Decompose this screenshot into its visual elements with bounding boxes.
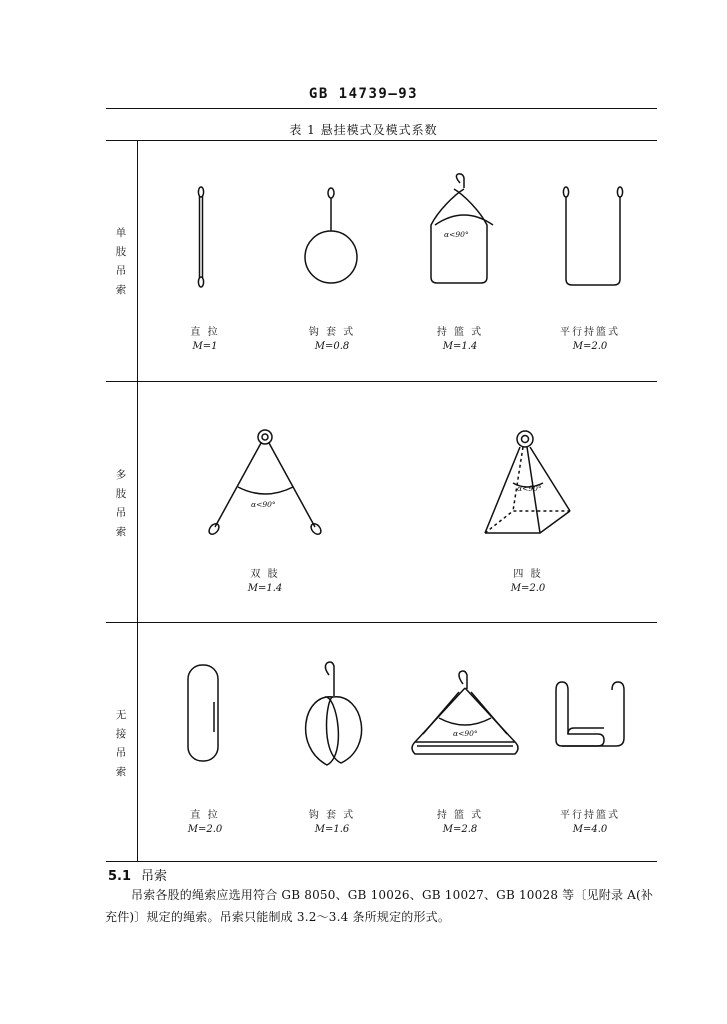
single-parallel-basket-figure xyxy=(560,185,630,290)
row-label-multi-leg: 多 肢 吊 索 xyxy=(115,469,127,538)
endless-choker-figure xyxy=(297,655,377,775)
section-number: 5.1 xyxy=(108,869,132,884)
caption-single-basket: 持 篮 式 xyxy=(436,327,484,338)
row-divider-1 xyxy=(106,381,657,382)
standard-code: GB 14739—93 xyxy=(308,86,419,102)
m-four-leg: M=2.0 xyxy=(510,583,546,594)
caption-single-choker: 钩 套 式 xyxy=(308,327,356,338)
table-top-rule xyxy=(106,108,657,109)
caption-endless-basket: 持 篮 式 xyxy=(436,810,484,821)
row-divider-2 xyxy=(106,622,657,623)
endless-basket-figure xyxy=(405,658,525,768)
m-single-basket: M=1.4 xyxy=(442,341,478,352)
endless-straight-pull-figure xyxy=(185,662,225,767)
section-title: 吊索 xyxy=(141,869,168,884)
section-paragraph: 吊索各股的绳索应选用符合 GB 8050、GB 10026、GB 10027、GB 10028 等〔见附录 A(补充件)〕规定的绳索。吊索只能制成 3.2～3.4 条所规定的形式。 xyxy=(105,888,654,924)
section-heading xyxy=(108,865,167,884)
caption-endless-parallel: 平行持篮式 xyxy=(560,810,620,821)
label-column-divider xyxy=(137,140,138,861)
two-leg-figure xyxy=(205,425,325,540)
row-label-single-leg: 单 肢 吊 索 xyxy=(115,227,127,296)
m-single-straight: M=1 xyxy=(192,341,218,352)
caption-endless-choker: 钩 套 式 xyxy=(308,810,356,821)
table-title: 表 1 悬挂模式及模式系数 xyxy=(289,123,438,137)
table-header-rule xyxy=(106,140,657,141)
m-single-parallel: M=2.0 xyxy=(572,341,608,352)
m-endless-straight: M=2.0 xyxy=(187,824,223,835)
m-two-leg: M=1.4 xyxy=(247,583,283,594)
svg-text:α<90°: α<90° xyxy=(251,500,276,509)
svg-text:α<90°: α<90° xyxy=(444,230,469,239)
m-single-choker: M=0.8 xyxy=(314,341,350,352)
caption-endless-straight: 直 拉 xyxy=(190,810,220,821)
table-bottom-rule xyxy=(106,861,657,862)
row-label-endless: 无 接 吊 索 xyxy=(115,709,127,778)
single-straight-pull-figure xyxy=(190,185,214,290)
single-choker-figure xyxy=(300,185,364,285)
endless-parallel-basket-figure xyxy=(550,680,630,760)
four-leg-figure xyxy=(475,425,585,545)
caption-single-straight: 直 拉 xyxy=(190,327,220,338)
svg-text:α<90°: α<90° xyxy=(453,729,478,738)
caption-two-leg: 双 肢 xyxy=(250,569,280,580)
svg-text:α<90°: α<90° xyxy=(517,484,542,493)
m-endless-basket: M=2.8 xyxy=(442,824,478,835)
m-endless-parallel: M=4.0 xyxy=(572,824,608,835)
m-endless-choker: M=1.6 xyxy=(314,824,350,835)
caption-single-parallel: 平行持篮式 xyxy=(560,327,620,338)
caption-four-leg: 四 肢 xyxy=(513,569,543,580)
single-basket-figure xyxy=(424,175,494,290)
